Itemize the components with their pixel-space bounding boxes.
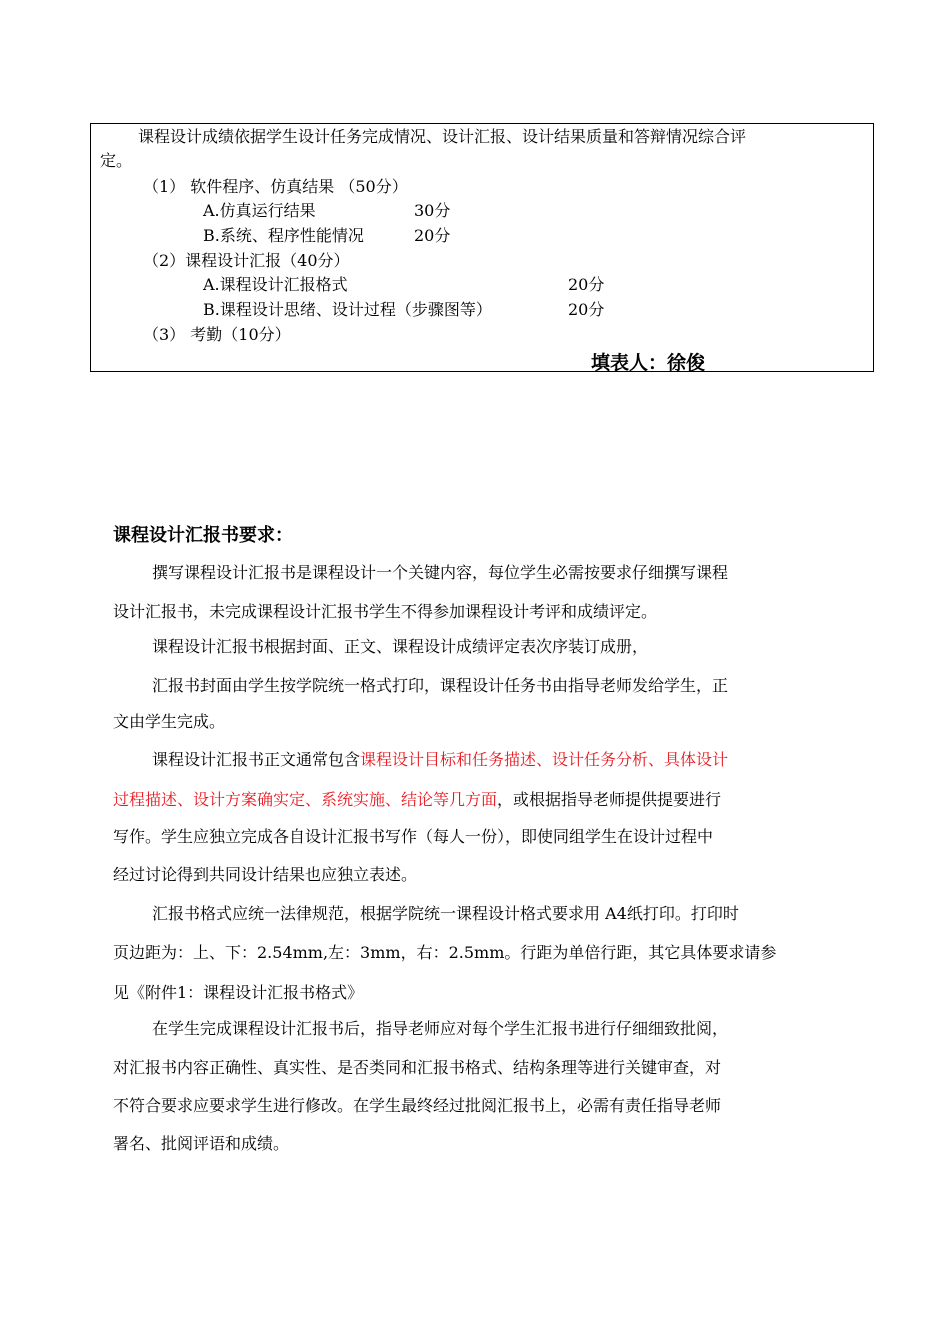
- form-filler: 填表人：徐俊: [591, 352, 706, 374]
- para3-line2: 文由学生完成。: [113, 712, 226, 731]
- para6-line1: 在学生完成课程设计汇报书后，指导老师应对每个学生汇报书进行仔细细致批阅，: [152, 1019, 729, 1038]
- grading-intro-line2: 定。: [100, 151, 133, 170]
- para4-line2-text: ，或根据指导老师提供提要进行: [497, 790, 722, 809]
- para4-line1: [152, 749, 728, 771]
- grading-item-2a-score: 20分: [568, 275, 605, 294]
- grading-item-1b-score: 20分: [414, 226, 451, 245]
- para6-line3: 不符合要求应要求学生进行修改。在学生最终经过批阅汇报书上，必需有责任指导老师: [113, 1096, 722, 1115]
- para1-line2: 设计汇报书，未完成课程设计汇报书学生不得参加课程设计考评和成绩评定。: [113, 602, 658, 621]
- para6-line2: 对汇报书内容正确性、真实性、是否类同和汇报书格式、结构条理等进行关键审查，对: [113, 1058, 722, 1077]
- para4-line4: 经过讨论得到共同设计结果也应独立表述。: [113, 865, 418, 884]
- para4-line3: 写作。学生应独立完成各自设计汇报书写作（每人一份），即使同组学生在设计过程中: [113, 827, 714, 846]
- grading-item-3: （3） 考勤（10分）: [143, 325, 291, 344]
- grading-intro-line1: 课程设计成绩依据学生设计任务完成情况、设计汇报、设计结果质量和答辩情况综合评: [138, 127, 747, 146]
- para1-line1: 撰写课程设计汇报书是课程设计一个关键内容，每位学生必需按要求仔细撰写课程: [152, 563, 729, 582]
- para2-line1: 课程设计汇报书根据封面、正文、课程设计成绩评定表次序装订成册，: [152, 637, 649, 656]
- para5-line2: 页边距为：上、下：2.54mm,左：3mm，右：2.5mm。行距为单倍行距，其它具体要求请参: [113, 943, 777, 962]
- grading-item-2a-label: A.课程设计汇报格式: [203, 275, 348, 294]
- para5-line1: 汇报书格式应统一法律规范，根据学院统一课程设计格式要求用 A4纸打印。打印时: [152, 904, 739, 923]
- grading-item-2b-score: 20分: [568, 300, 605, 319]
- para4-line2: [113, 789, 721, 811]
- para3-line1: 汇报书封面由学生按学院统一格式打印，课程设计任务书由指导老师发给学生，正: [152, 676, 729, 695]
- para4-line2-highlight: 过程描述、设计方案确实定、系统实施、结论等几方面: [113, 790, 498, 809]
- requirements-heading: 课程设计汇报书要求：: [113, 525, 293, 546]
- para4-line1-text: 课程设计汇报书正文通常包含: [152, 750, 361, 769]
- para4-line1-highlight: 课程设计目标和任务描述、设计任务分析、具体设计: [360, 750, 729, 769]
- para5-line3: 见《附件1：课程设计汇报书格式》: [113, 983, 364, 1002]
- grading-item-1a-label: A.仿真运行结果: [203, 201, 316, 220]
- grading-item-2: （2）课程设计汇报（40分）: [143, 251, 350, 270]
- grading-item-1b-label: B.系统、程序性能情况: [203, 226, 364, 245]
- para6-line4: 署名、批阅评语和成绩。: [113, 1134, 290, 1153]
- grading-item-1a-score: 30分: [414, 201, 451, 220]
- grading-item-2b-label: B.课程设计思绪、设计过程（步骤图等）: [203, 300, 492, 319]
- grading-item-1: （1） 软件程序、仿真结果 （50分）: [143, 177, 408, 196]
